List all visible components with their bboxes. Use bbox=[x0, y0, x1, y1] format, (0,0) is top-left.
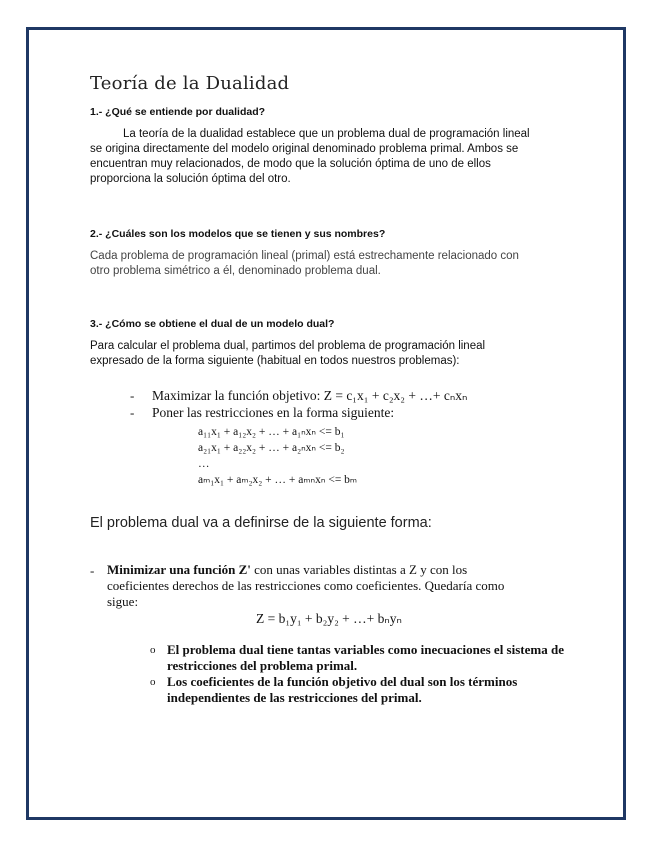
dual-line2: coeficientes derechos de las restricciones como coeficientes. Quedaría como bbox=[107, 578, 505, 593]
answer-1-line: encuentran muy relacionados, de modo que la solución óptima de uno de ellos bbox=[90, 158, 491, 170]
answer-1-line: La teoría de la dualidad establece que un problema dual de programación lineal bbox=[123, 128, 530, 140]
dual-intro: El problema dual va a definirse de la siguiente forma: bbox=[90, 515, 432, 531]
answer-1-line: se origina directamente del modelo original denominado problema primal. Ambos se bbox=[90, 143, 519, 155]
answer-2-line: otro problema simétrico a él, denominado problema dual. bbox=[90, 265, 381, 277]
constraint-line: aₘ₁x₁ + aₘ₂x₂ + … + aₘₙxₙ <= bₘ bbox=[198, 474, 358, 486]
constraint-line: a₂₁x₁ + a₂₂x₂ + … + a₂ₙxₙ <= b₂ bbox=[198, 442, 345, 454]
dual-subbullet: o El problema dual tiene tantas variables como inecuaciones el sistema de restricciones del problema primal. bbox=[150, 642, 564, 673]
dash-bullet: - bbox=[130, 388, 135, 403]
question-2-heading: 2.- ¿Cuáles son los modelos que se tienen y sus nombres? bbox=[90, 228, 386, 240]
constraint-line: … bbox=[198, 458, 210, 470]
constraint-line: a₁₁x₁ + a₁₂x₂ + … + a₁ₙxₙ <= b₁ bbox=[198, 426, 345, 438]
dual-line3: sigue: bbox=[107, 594, 139, 609]
circle-bullet-icon: o bbox=[150, 676, 156, 688]
primal-constraints-item bbox=[130, 405, 394, 421]
answer-3-line: expresado de la forma siguiente (habitual en todos nuestros problemas): bbox=[90, 355, 460, 367]
answer-3 bbox=[90, 339, 565, 369]
dash-bullet: - bbox=[130, 405, 135, 420]
question-3-heading: 3.- ¿Cómo se obtiene el dual de un modelo dual? bbox=[90, 318, 335, 330]
question-1-heading: 1.- ¿Qué se entiende por dualidad? bbox=[90, 106, 266, 118]
primal-constraints bbox=[198, 424, 357, 488]
page-title: Teoría de la Dualidad bbox=[90, 73, 290, 94]
primal-objective-item bbox=[130, 388, 467, 404]
primal-objective-formula: Z = c₁x₁ + c₂x₂ + …+ cₙxₙ bbox=[323, 388, 468, 403]
answer-1 bbox=[90, 127, 565, 187]
answer-2 bbox=[90, 249, 565, 279]
dual-line1-rest: con unas variables distintas a Z y con los bbox=[250, 562, 468, 577]
answer-3-line: Para calcular el problema dual, partimos del problema de programación lineal bbox=[90, 340, 486, 352]
primal-objective-label: Maximizar la función objetivo: bbox=[152, 388, 324, 403]
dual-objective-formula: Z = b₁y₁ + b₂y₂ + …+ bₙyₙ bbox=[256, 611, 402, 626]
dual-subbullet: o Los coeficientes de la función objetivo del dual son los términos independientes de las restricciones del primal. bbox=[150, 674, 518, 705]
dual-definition bbox=[107, 562, 565, 610]
dual-dash: - bbox=[90, 563, 95, 578]
primal-constraints-label: Poner las restricciones en la forma siguiente: bbox=[152, 405, 395, 420]
dual-subbullets bbox=[150, 642, 565, 706]
dual-lead: Minimizar una función Z' bbox=[107, 562, 251, 577]
answer-1-line: proporciona la solución óptima del otro. bbox=[90, 173, 291, 185]
circle-bullet-icon: o bbox=[150, 644, 156, 656]
answer-2-line: Cada problema de programación lineal (primal) está estrechamente relacionado con bbox=[90, 250, 519, 262]
